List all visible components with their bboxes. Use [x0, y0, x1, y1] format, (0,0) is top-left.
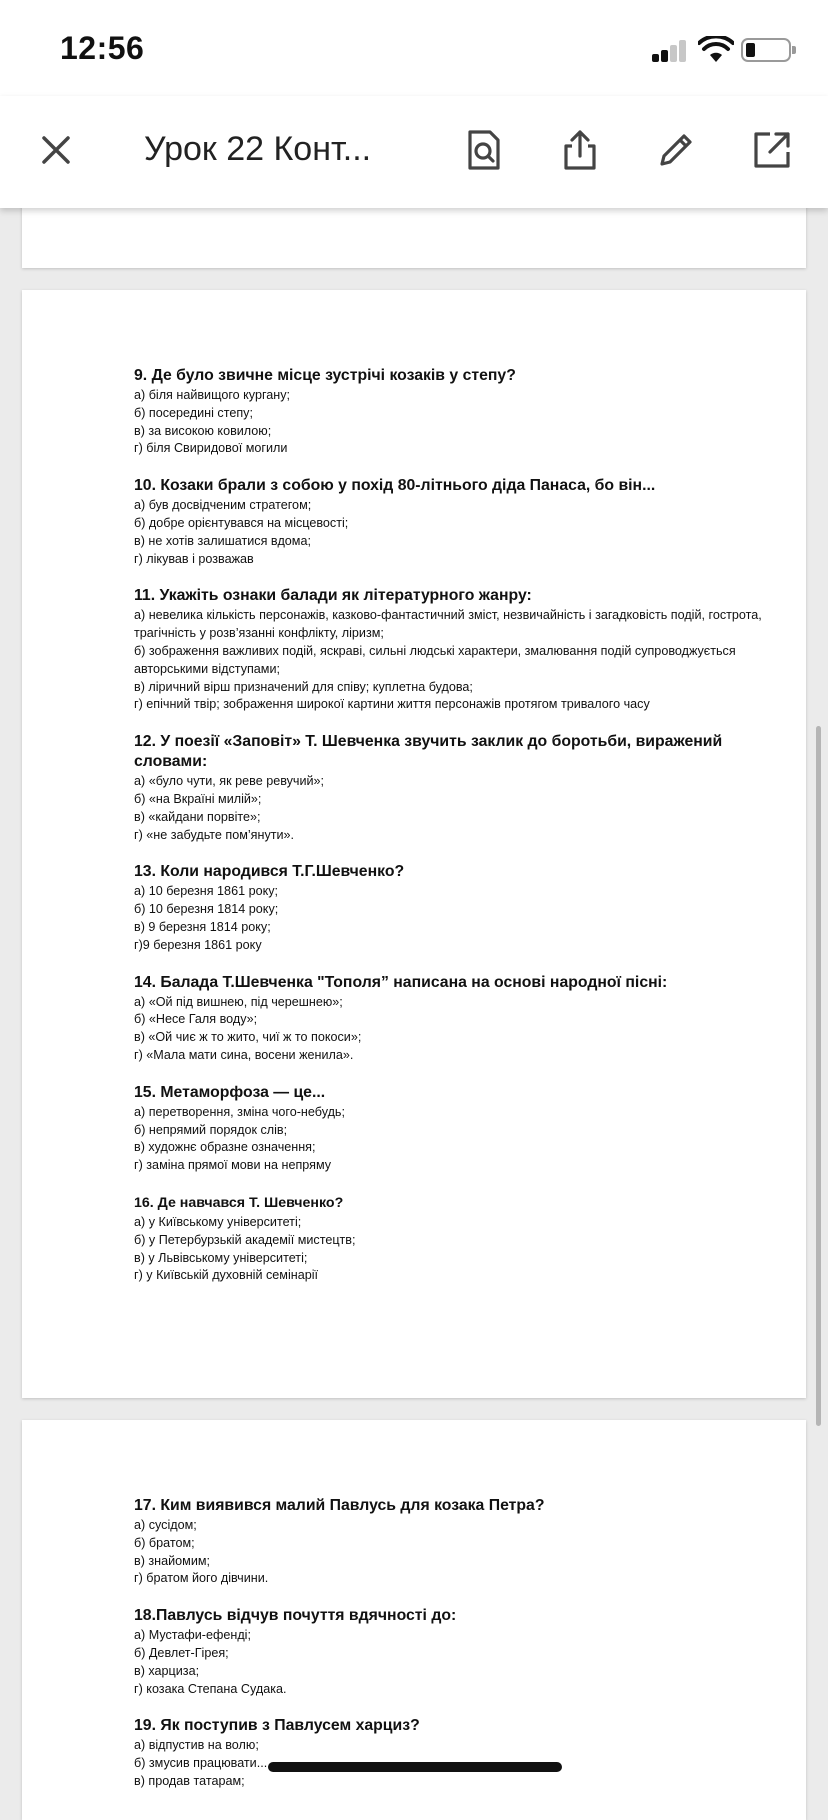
question-title: 16. Де навчався Т. Шевченко? [134, 1194, 344, 1211]
close-icon[interactable] [32, 126, 80, 174]
question-title: 14. Балада Т.Шевченка "Тополя” написана на основі народної пісні: [134, 973, 668, 991]
question-title: 18.Павлусь відчув почуття вдячності до: [134, 1607, 457, 1625]
question-title: 13. Коли народився Т.Г.Шевченко? [134, 863, 405, 881]
answer-option: а) «було чути, як реве ревучий»; [134, 774, 325, 789]
question-block [134, 732, 774, 844]
answer-option: г) у Київській духовній семінарії [134, 1268, 318, 1283]
answer-option: а) перетворення, зміна чого-небудь; [134, 1104, 345, 1119]
wifi-icon [698, 36, 734, 64]
edit-pencil-icon[interactable] [652, 126, 700, 174]
status-bar [0, 0, 828, 96]
answer-option: в) 9 березня 1814 року; [134, 919, 271, 934]
question-title: 9. Де було звичне місце зустрічі козаків у степу? [134, 367, 516, 384]
answer-option: в) харциза; [134, 1663, 200, 1678]
cellular-signal-icon [652, 40, 686, 62]
answer-option: б) «Несе Галя воду»; [134, 1012, 258, 1027]
question-block [134, 973, 774, 1065]
document-page-2 [22, 290, 806, 1398]
answer-option: в) продав татарам; [134, 1773, 245, 1788]
answer-option: в) знайомим; [134, 1553, 211, 1568]
answer-option: в) за високою ковилою; [134, 423, 272, 438]
page-2-questions [134, 366, 774, 1285]
answer-option: в) художнє образне означення; [134, 1140, 316, 1155]
status-time: 12:56 [60, 30, 145, 66]
answer-option: а) невелика кількість персонажів, казково-фантастичний зміст, незвичайність і загадковість подій, гострота, трагічність у розв’язанні конфлікту, ліризм; [134, 608, 762, 641]
answer-option: в) у Львівському університеті; [134, 1250, 308, 1265]
answer-option: г) лікував і розважав [134, 551, 254, 566]
question-block [134, 1083, 774, 1175]
share-icon[interactable] [556, 126, 604, 174]
answer-option: б) «на Вкраїні милій»; [134, 791, 262, 806]
answer-option: б) добре орієнтувався на місцевості; [134, 515, 349, 530]
answer-option: г) братом його дівчини. [134, 1571, 269, 1586]
answer-option: в) не хотів залишатися вдома; [134, 533, 311, 548]
document-page-3 [22, 1420, 806, 1820]
scrollbar[interactable] [816, 726, 821, 1426]
answer-option: б) непрямий порядок слів; [134, 1122, 288, 1137]
question-block [134, 1606, 774, 1698]
answer-option: г) «Мала мати сина, восени женила». [134, 1047, 354, 1062]
open-external-icon[interactable] [748, 126, 796, 174]
answer-option: б) у Петербурзькій академії мистецтв; [134, 1232, 356, 1247]
answer-option: в) «Ой чиє ж то жито, чиї ж то покоси»; [134, 1030, 362, 1045]
answer-option: а) 10 березня 1861 року; [134, 884, 279, 899]
question-title: 17. Ким виявився малий Павлусь для козака Петра? [134, 1497, 545, 1514]
answer-option: а) у Київському університеті; [134, 1214, 302, 1229]
answer-option: а) сусідом; [134, 1518, 197, 1532]
question-title: 11. Укажіть ознаки балади як літературного жанру: [134, 587, 532, 605]
answer-option: г) «не забудьте пом’янути». [134, 827, 295, 842]
question-block [134, 1193, 774, 1285]
question-block [134, 1716, 774, 1790]
question-title: 12. У поезії «Заповіт» Т. Шевченка звучить заклик до боротьби, виражений словами: [134, 733, 723, 771]
document-title: Урок 22 Конт... [144, 130, 372, 168]
answer-option: а) Мустафи-ефенді; [134, 1628, 251, 1643]
search-document-icon[interactable] [460, 126, 508, 174]
answer-option: б) зображення важливих подій, яскраві, сильні людські характери, змалювання подій супроводжується авторськими відступами; [134, 643, 736, 676]
question-title: 10. Козаки брали з собою у похід 80-літнього діда Панаса, бо він... [134, 477, 656, 495]
answer-option: б) змусив працювати... [134, 1756, 268, 1771]
answer-option: г) козака Степана Судака. [134, 1681, 287, 1696]
answer-option: б) братом; [134, 1535, 195, 1550]
answer-option: а) був досвідченим стратегом; [134, 498, 312, 513]
answer-option: г) біля Свиридової могили [134, 441, 288, 456]
question-block [134, 476, 774, 568]
answer-option: а) біля найвищого кургану; [134, 388, 291, 402]
answer-option: г)9 березня 1861 року [134, 937, 262, 952]
answer-option: в) ліричний вірш призначений для співу; куплетна будова; [134, 679, 473, 694]
answer-option: а) відпустив на волю; [134, 1738, 259, 1753]
answer-option: а) «Ой під вишнею, під черешнею»; [134, 994, 343, 1009]
home-indicator [268, 1762, 562, 1772]
answer-option: б) 10 березня 1814 року; [134, 902, 279, 917]
battery-icon [741, 38, 791, 62]
answer-option: б) посередині степу; [134, 405, 253, 420]
question-block [134, 1496, 774, 1588]
viewer-toolbar [0, 96, 828, 208]
question-block [134, 862, 774, 954]
question-block [134, 586, 774, 714]
answer-option: в) «кайдани порвіте»; [134, 809, 261, 824]
page-3-questions [134, 1496, 774, 1791]
answer-option: г) заміна прямої мови на непряму [134, 1158, 332, 1173]
answer-option: б) Девлет-Гірея; [134, 1645, 229, 1660]
question-block [134, 366, 774, 458]
question-title: 15. Метаморфоза — це... [134, 1083, 326, 1101]
answer-option: г) епічний твір; зображення широкої картини життя персонажів протягом тривалого часу [134, 697, 650, 712]
question-title: 19. Як поступив з Павлусем харциз? [134, 1717, 420, 1735]
